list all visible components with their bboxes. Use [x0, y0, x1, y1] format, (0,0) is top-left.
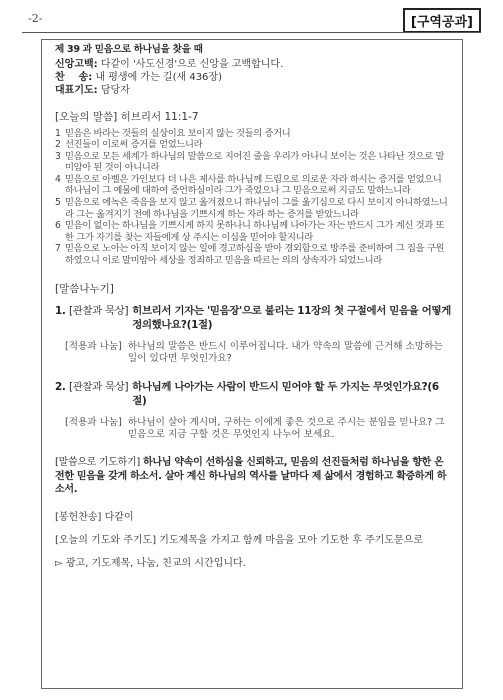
- todays-prayer: [오늘의 기도와 주기도] 기도제목을 가지고 함께 마음을 모아 기도한 후 주기도문으로: [55, 534, 424, 546]
- sharing-heading: [말씀나누기]: [55, 282, 114, 295]
- question-text: 히브리서 기자는 '믿음장'으로 불리는 11장의 첫 구절에서 믿음을 어떻게 정의했나요?(1절): [132, 304, 452, 331]
- question-number: 1.: [55, 304, 66, 317]
- verse-text: 믿음으로 아벨은 가인보다 더 나은 제사를 하나님께 드림으로 의로운 자라 하시는 증거를 얻었으니 하나님이 그 예물에 대하여 증언하심이라 그가 죽었으나 그 믿음으로써 지금도 말하느니라: [65, 173, 442, 197]
- verse-text: 믿음으로 에녹은 죽음을 보지 않고 옮겨졌으니 하나님이 그를 옮기심으로 다시 보이지 아니하였느니라 그는 옮겨지기 전에 하나님을 기쁘시게 하는 자라 하는 증거를 받았느니라: [65, 197, 448, 220]
- question-1: [55, 304, 452, 366]
- verse-item: [55, 151, 452, 174]
- verse-text: 믿음으로 모든 세계가 하나님의 말씀으로 지어진 줄을 우리가 아나니 보이는 것은 나타난 것으로 말미암아 된 것이 아니니라: [65, 150, 445, 174]
- verse-item: [55, 243, 452, 266]
- header-value: 내 평생에 가는 길(새 436장): [95, 71, 222, 83]
- header-value: 다같이 '사도신경'으로 신앙을 고백합니다.: [100, 58, 284, 70]
- verse-item: [55, 174, 452, 197]
- application-text: 하나님의 말씀은 반드시 이루어집니다. 내가 약속의 말씀에 근거해 소망하는 일이 있다면 무엇인가요?: [127, 340, 443, 365]
- verse-number: 6: [55, 220, 61, 232]
- verse-item: [55, 197, 452, 220]
- question-label: [관찰과 묵상]: [69, 380, 129, 393]
- header-value: 담당자: [100, 84, 130, 96]
- scripture-heading: [오늘의 말씀] 히브리서 11:1-7: [55, 110, 199, 123]
- scripture-prayer: [55, 456, 452, 497]
- header-label: 찬 송:: [55, 71, 93, 83]
- header-row-confession: [55, 58, 452, 71]
- question-number: 2.: [55, 380, 66, 393]
- application-label: [적용과 나눔]: [65, 340, 122, 352]
- offering-hymn: [봉헌찬송] 다같이: [55, 511, 134, 523]
- prayer-label: [말씀으로 기도하기]: [55, 457, 140, 468]
- verse-list: [55, 128, 452, 267]
- verse-number: 4: [55, 173, 61, 185]
- verse-text: 선진들이 이로써 증거를 얻었느니라: [65, 139, 203, 151]
- top-rule: [22, 32, 481, 33]
- verse-text: 믿음이 없이는 하나님을 기쁘시게 하지 못하나니 하나님께 나아가는 자는 반드시 그가 계신 것과 또한 그가 자기를 찾는 자들에게 상 주시는 이심을 믿어야 할지니라: [65, 220, 445, 243]
- header-row-prayer: [55, 84, 452, 97]
- verse-number: 3: [55, 150, 61, 162]
- question-text: 하나님께 나아가는 사람이 반드시 믿어야 할 두 가지는 무엇인가요?(6절): [132, 380, 439, 407]
- header-label: 신앙고백:: [55, 58, 98, 70]
- verse-text: 믿음은 바라는 것들의 실상이요 보이지 않는 것들의 증거니: [65, 127, 291, 139]
- application-text: 하나님이 살아 계시며, 구하는 이에게 좋은 것으로 주시는 분임을 믿나요? 그 믿음으로 지금 구할 것은 무엇인지 나누어 보세요.: [127, 416, 445, 441]
- verse-number: 2: [55, 139, 61, 151]
- application-label: [적용과 나눔]: [65, 416, 122, 428]
- prayer-text: 하나님 약속이 선하심을 신뢰하고, 믿음의 선진들처럼 하나님을 향한 온전한 믿음을 갖게 하소서. 살아 계신 하나님의 역사를 날마다 제 삶에서 경험하고 확증하게 하소서.: [55, 457, 447, 495]
- question-2: [55, 380, 452, 442]
- verse-number: 5: [55, 197, 61, 209]
- question-label: [관찰과 묵상]: [69, 304, 129, 317]
- page-number: -2-: [28, 12, 43, 25]
- verse-item: [55, 139, 452, 151]
- verse-item: [55, 128, 452, 140]
- lesson-box: [41, 39, 463, 689]
- category-badge: [구역공과]: [403, 8, 481, 33]
- header-label: 대표기도:: [55, 84, 98, 96]
- lesson-title: 제 39 과 믿음으로 하나님을 찾을 때: [55, 44, 203, 55]
- verse-number: 1: [55, 127, 61, 139]
- header-rows: [55, 58, 452, 97]
- verse-number: 7: [55, 243, 61, 255]
- header-row-hymn: [55, 71, 452, 84]
- verse-item: [55, 220, 452, 243]
- verse-text: 믿음으로 노아는 아직 보이지 않는 일에 경고하심을 받아 경외함으로 방주를 준비하여 그 집을 구원하였으니 이로 말미암아 세상을 정죄하고 믿음을 따르는 의의 상속자가 되었느니라: [65, 243, 445, 267]
- announcement: ▻ 광고, 기도제목, 나눔, 친교의 시간입니다.: [55, 557, 246, 569]
